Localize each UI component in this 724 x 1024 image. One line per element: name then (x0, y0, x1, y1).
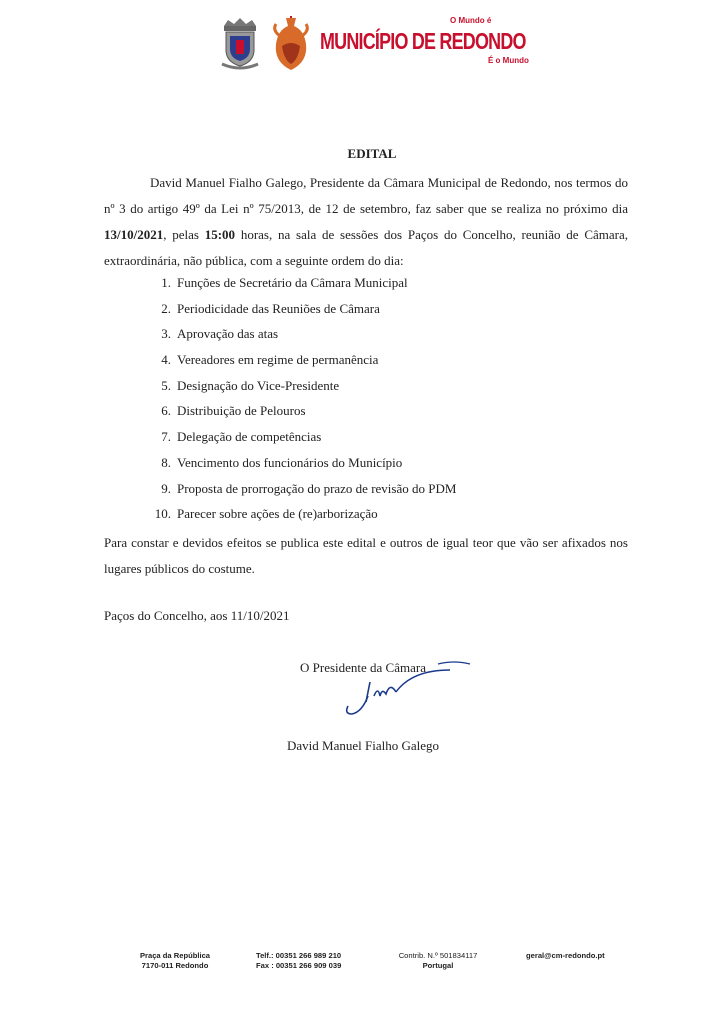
agenda-item-text: Vereadores em regime de permanência (177, 352, 379, 368)
agenda-item-number: 2. (161, 300, 171, 316)
brand-tagline-bottom: É o Mundo (488, 56, 529, 65)
intro-paragraph (104, 170, 628, 274)
municipal-crest-icon (218, 16, 262, 74)
place-date: Paços do Concelho, aos 11/10/2021 (104, 608, 290, 623)
letterhead (210, 14, 550, 74)
agenda-item-number: 9. (161, 480, 171, 496)
signer-role: O Presidente da Câmara (300, 660, 426, 675)
footer-country: Portugal (422, 961, 454, 970)
intro-text-2: , pelas (163, 227, 205, 242)
agenda-item (147, 270, 456, 296)
agenda-item (147, 296, 456, 322)
agenda-item-number: 4. (161, 352, 171, 368)
footer-phone-fax (256, 951, 366, 971)
intro-text-1: David Manuel Fialho Galego, Presidente da Câmara Municipal de Redondo, nos termos do nº 3 do artigo 49º da Lei nº 75/2013, de 12 de setembro, faz saber que se realiza no próximo dia (104, 175, 628, 216)
signer-name: David Manuel Fialho Galego (287, 738, 439, 753)
agenda-item (147, 424, 456, 450)
footer-address-line: 7170-011 Redondo (141, 961, 209, 970)
agenda-item-text: Vencimento dos funcionários do Município (177, 454, 403, 470)
agenda-item (147, 450, 456, 476)
agenda-item-number: 8. (161, 454, 171, 470)
footer-address (130, 951, 220, 971)
agenda-item-text: Proposta de prorrogação do prazo de revisão do PDM (177, 480, 457, 496)
signature-icon (330, 652, 480, 732)
footer-tax (388, 951, 488, 971)
footer-tax-id: Contrib. N.º 501834117 (398, 951, 478, 960)
agenda-item-text: Delegação de competências (177, 429, 322, 445)
agenda-item (147, 476, 456, 502)
brand-tagline-top: O Mundo é (450, 16, 492, 25)
meeting-time: 15:00 (204, 227, 236, 242)
agenda-item-number: 3. (161, 326, 171, 342)
meeting-date: 13/10/2021 (104, 227, 164, 242)
agenda-item-number: 5. (161, 377, 171, 393)
agenda-item-text: Periodicidade das Reuniões de Câmara (177, 300, 380, 316)
amphora-logo-icon (270, 16, 312, 74)
footer-phone: Telf.: 00351 266 989 210 (256, 951, 342, 960)
agenda-list (147, 270, 456, 527)
intro-text-3: horas, na sala de sessões dos Paços do Concelho, reunião de Câmara, extraordinária, não pública, com a seguinte ordem do dia: (104, 227, 628, 268)
agenda-item-text: Parecer sobre ações de (re)arborização (177, 506, 378, 522)
agenda-item (147, 398, 456, 424)
agenda-item (147, 347, 456, 373)
footer-email: geral@cm-redondo.pt (526, 951, 605, 960)
agenda-item (147, 501, 456, 527)
agenda-item-number: 7. (161, 429, 171, 445)
agenda-item-number: 1. (161, 275, 171, 290)
footer-address-line: Praça da República (139, 951, 211, 960)
brand-name: MUNICÍPIO DE REDONDO (320, 28, 526, 54)
agenda-item (147, 321, 456, 347)
closing-paragraph: Para constar e devidos efeitos se publica este edital e outros de igual teor que vão ser afixados nos lugares públicos do costume. (104, 535, 628, 576)
agenda-item-number: 6. (161, 403, 171, 419)
agenda-item (147, 373, 456, 399)
agenda-item-text: Designação do Vice-Presidente (177, 377, 340, 393)
agenda-item-text: Funções de Secretário da Câmara Municipal (177, 275, 408, 290)
agenda-item-text: Aprovação das atas (177, 326, 279, 342)
agenda-item-number: 10. (154, 506, 171, 522)
document-title: EDITAL (347, 146, 397, 161)
footer-fax: Fax : 00351 266 909 039 (256, 961, 342, 970)
agenda-item-text: Distribuição de Pelouros (177, 403, 306, 419)
